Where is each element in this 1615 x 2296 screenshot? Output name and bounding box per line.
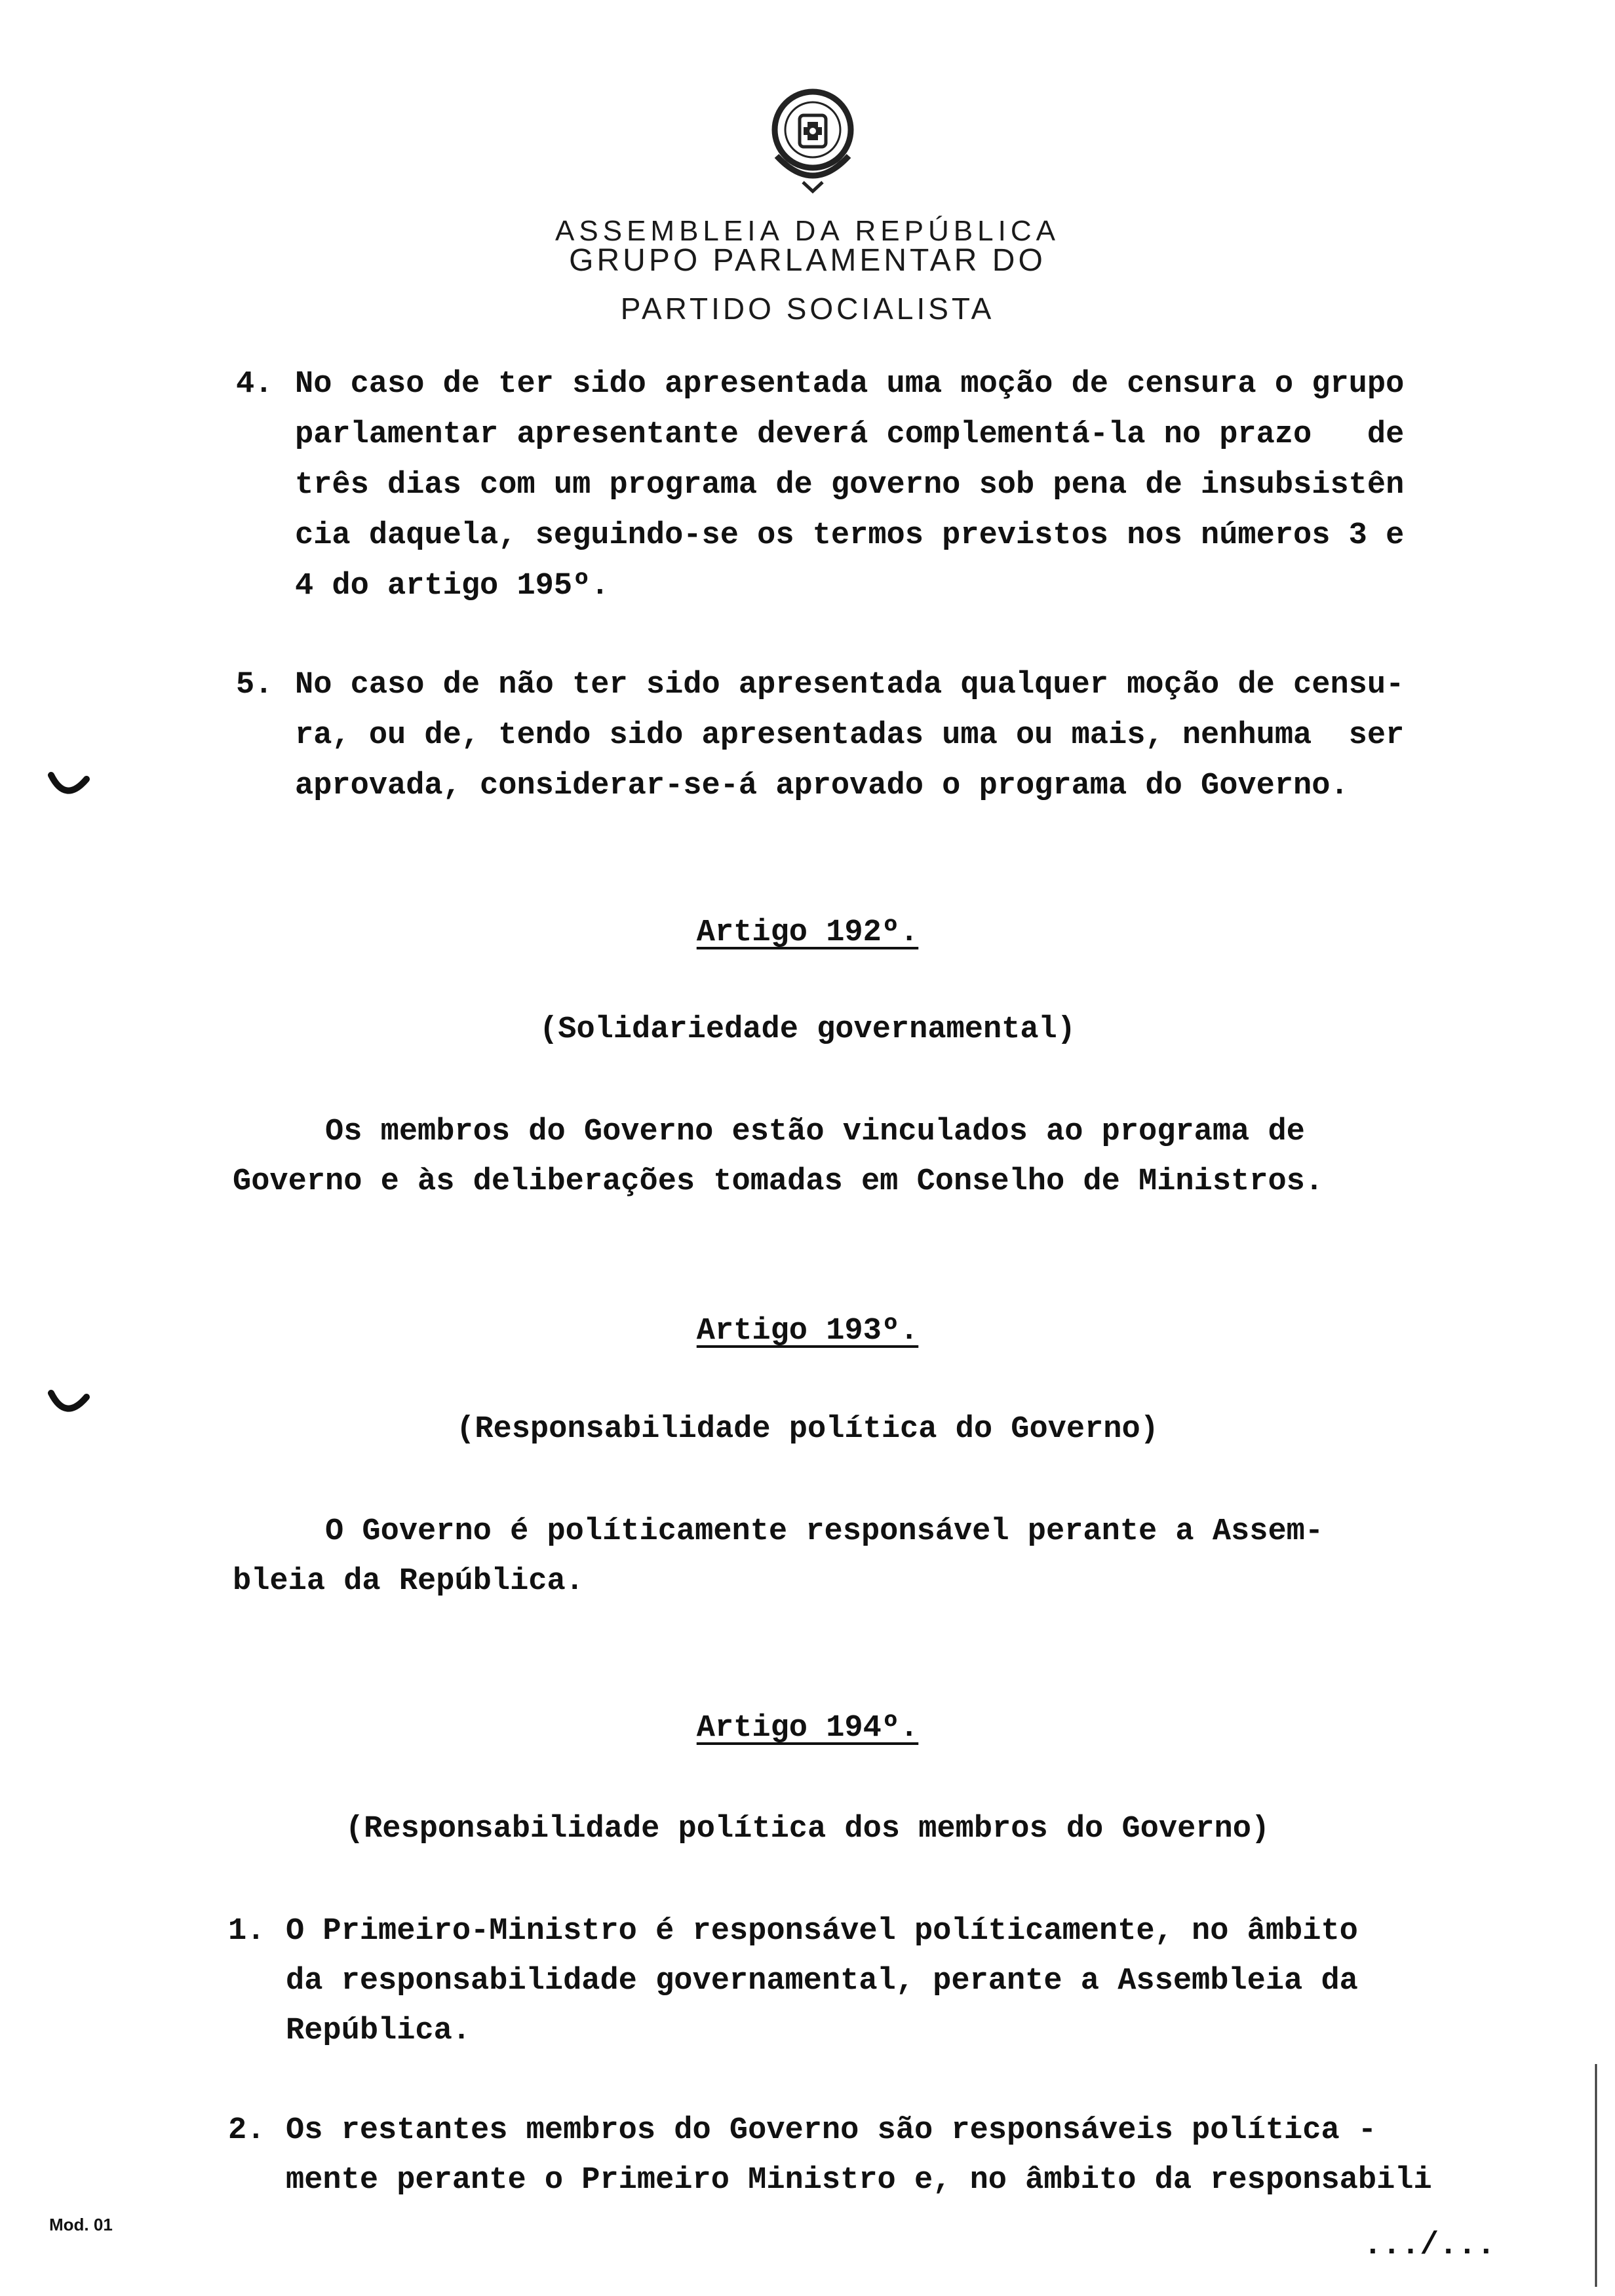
item-line: No caso de não ter sido apresentada qualquer moção de censu- [295,668,1405,702]
punch-mark-icon [46,770,92,807]
article-heading: Artigo 193º. [696,1314,919,1349]
item-number: 5. [236,668,273,702]
item-line: O Primeiro-Ministro é responsável políticamente, no âmbito [286,1914,1358,1949]
form-code: Mod. 01 [49,2215,113,2234]
item-line: mente perante o Primeiro Ministro e, no âmbito da responsabili [286,2163,1432,2198]
continuation-mark: .../... [1363,2228,1496,2263]
article-heading: Artigo 192º. [696,915,919,950]
article-text-line: Os membros do Governo estão vinculados ao programa de [233,1115,1305,1149]
item-line: parlamentar apresentante deverá complementá-la no prazo de [295,417,1405,452]
scan-edge-mark [1586,2064,1606,2293]
item-line: ra, ou de, tendo sido apresentadas uma ou mais, nenhuma ser [295,718,1405,753]
letterhead-line-2: GRUPO PARLAMENTAR DO [569,243,1046,278]
item-line: da responsabilidade governamental, perante a Assembleia da [286,1964,1358,1999]
coat-of-arms-icon [764,84,862,194]
item-line: Os restantes membros do Governo são responsáveis política - [286,2113,1377,2148]
article-text-line: bleia da República. [233,1564,584,1599]
item-number: 4. [236,367,273,402]
article-text-line: O Governo é políticamente responsável perante a Assem- [233,1514,1324,1549]
item-line: 4 do artigo 195º. [295,569,610,603]
letterhead-line-3: PARTIDO SOCIALISTA [620,292,995,326]
article-text-line: Governo e às deliberações tomadas em Conselho de Ministros. [233,1164,1324,1199]
article-subtitle: (Responsabilidade política dos membros do Governo) [345,1812,1270,1846]
article-heading: Artigo 194º. [696,1711,919,1746]
item-line: No caso de ter sido apresentada uma moção de censura o grupo [295,367,1405,402]
article-subtitle: (Responsabilidade política do Governo) [456,1412,1159,1447]
letterhead-line-1: ASSEMBLEIA DA REPÚBLICA [555,215,1060,247]
item-line: três dias com um programa de governo sob pena de insubsistên [295,468,1405,503]
item-number: 1. [228,1914,265,1949]
item-line: República. [286,2014,471,2048]
item-number: 2. [228,2113,265,2148]
item-line: aprovada, considerar-se-á aprovado o programa do Governo. [295,769,1349,803]
punch-mark-icon [46,1388,92,1425]
article-subtitle: (Solidariedade governamental) [539,1012,1076,1047]
item-line: cia daquela, seguindo-se os termos previstos nos números 3 e [295,518,1405,553]
